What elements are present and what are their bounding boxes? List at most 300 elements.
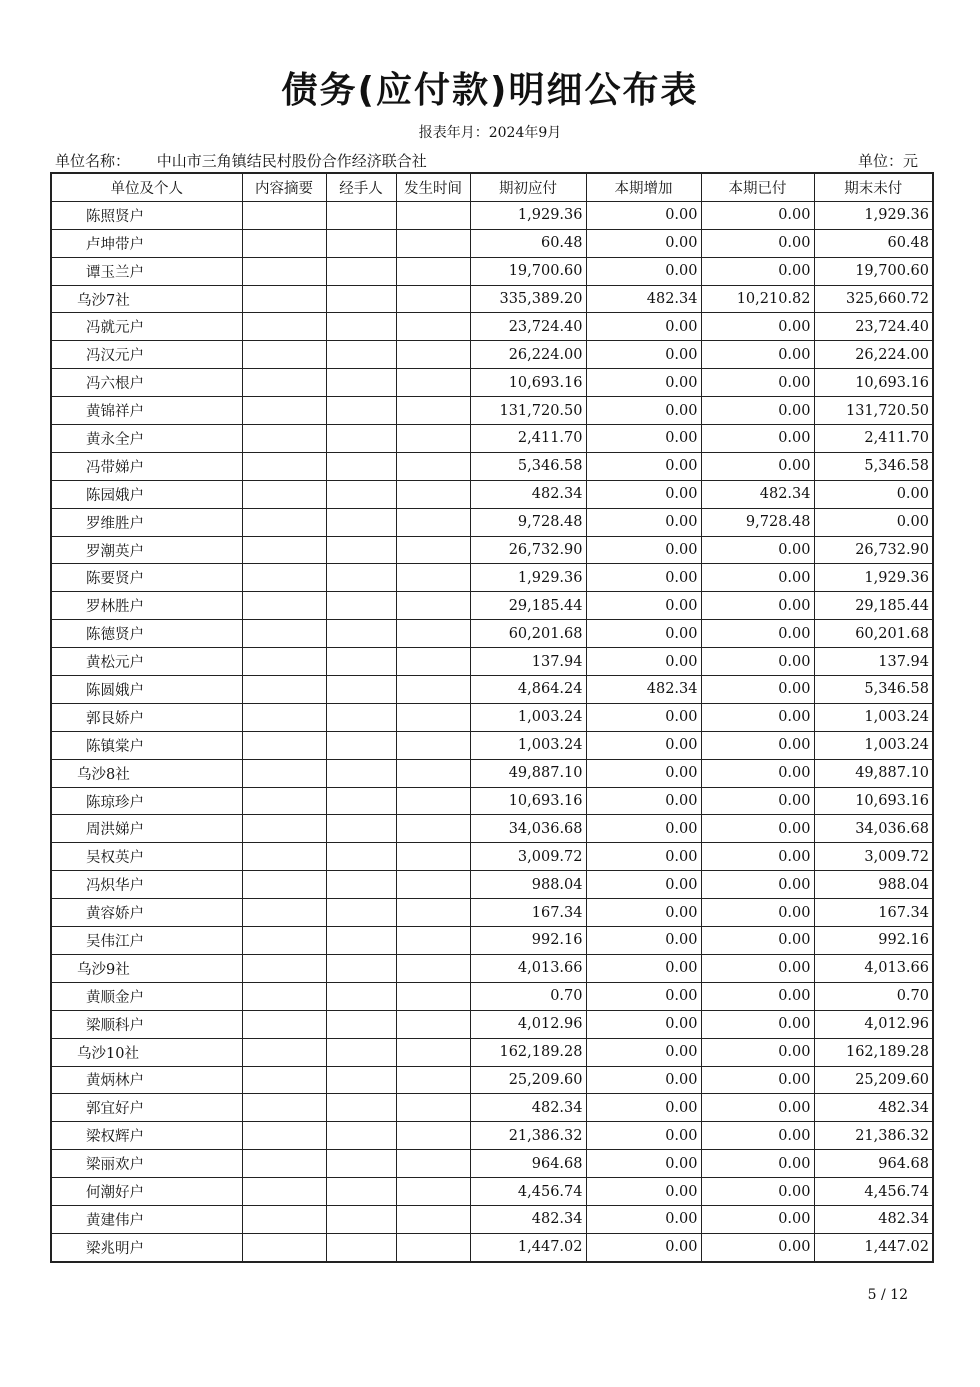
cell-opening: 992.16: [470, 927, 586, 955]
cell-summary: [242, 285, 326, 313]
cell-summary: [242, 1038, 326, 1066]
cell-handler: [326, 871, 396, 899]
cell-paid: 0.00: [701, 759, 814, 787]
cell-paid: 0.00: [701, 787, 814, 815]
cell-increase: 0.00: [586, 620, 701, 648]
cell-party: 谭玉兰户: [51, 257, 242, 285]
cell-summary: [242, 899, 326, 927]
cell-opening: 4,864.24: [470, 676, 586, 704]
cell-date: [396, 759, 470, 787]
cell-closing: 4,012.96: [814, 1010, 933, 1038]
cell-opening: 10,693.16: [470, 369, 586, 397]
cell-handler: [326, 480, 396, 508]
cell-date: [396, 536, 470, 564]
cell-date: [396, 425, 470, 453]
cell-date: [396, 676, 470, 704]
cell-paid: 0.00: [701, 871, 814, 899]
table-row: [51, 229, 933, 257]
cell-party: 冯六根户: [51, 369, 242, 397]
cell-opening: 167.34: [470, 899, 586, 927]
cell-party: 黄建伟户: [51, 1205, 242, 1233]
cell-increase: 0.00: [586, 313, 701, 341]
table-row: [51, 536, 933, 564]
cell-summary: [242, 397, 326, 425]
cell-party: 梁权辉户: [51, 1122, 242, 1150]
cell-summary: [242, 1178, 326, 1206]
cell-opening: 25,209.60: [470, 1066, 586, 1094]
cell-summary: [242, 843, 326, 871]
cell-party: 陈园娥户: [51, 480, 242, 508]
cell-paid: 0.00: [701, 1150, 814, 1178]
cell-handler: [326, 620, 396, 648]
cell-opening: 29,185.44: [470, 592, 586, 620]
cell-date: [396, 257, 470, 285]
cell-increase: 0.00: [586, 1010, 701, 1038]
cell-party: 乌沙7社: [51, 285, 242, 313]
cell-increase: 0.00: [586, 703, 701, 731]
cell-closing: 4,013.66: [814, 954, 933, 982]
cell-summary: [242, 564, 326, 592]
cell-party: 冯炽华户: [51, 871, 242, 899]
cell-date: [396, 1038, 470, 1066]
cell-increase: 0.00: [586, 927, 701, 955]
cell-summary: [242, 536, 326, 564]
cell-summary: [242, 787, 326, 815]
cell-date: [396, 731, 470, 759]
table-row: [51, 397, 933, 425]
cell-increase: 0.00: [586, 341, 701, 369]
col-header-date: 发生时间: [396, 173, 470, 201]
table-row: [51, 1010, 933, 1038]
cell-increase: 482.34: [586, 285, 701, 313]
cell-handler: [326, 1150, 396, 1178]
cell-opening: 988.04: [470, 871, 586, 899]
cell-summary: [242, 927, 326, 955]
cell-handler: [326, 425, 396, 453]
table-row: [51, 1205, 933, 1233]
currency-unit: 单位：元: [857, 152, 918, 170]
cell-party: 罗潮英户: [51, 536, 242, 564]
cell-handler: [326, 201, 396, 229]
cell-paid: 0.00: [701, 954, 814, 982]
cell-summary: [242, 731, 326, 759]
cell-opening: 4,012.96: [470, 1010, 586, 1038]
cell-handler: [326, 676, 396, 704]
cell-summary: [242, 1094, 326, 1122]
cell-paid: 0.00: [701, 899, 814, 927]
cell-summary: [242, 703, 326, 731]
table-row: [51, 257, 933, 285]
cell-increase: 0.00: [586, 508, 701, 536]
cell-summary: [242, 425, 326, 453]
cell-closing: 5,346.58: [814, 676, 933, 704]
cell-opening: 5,346.58: [470, 452, 586, 480]
cell-handler: [326, 313, 396, 341]
cell-handler: [326, 1010, 396, 1038]
cell-date: [396, 1010, 470, 1038]
cell-summary: [242, 676, 326, 704]
cell-paid: 0.00: [701, 1038, 814, 1066]
cell-paid: 0.00: [701, 369, 814, 397]
cell-opening: 0.70: [470, 982, 586, 1010]
cell-date: [396, 927, 470, 955]
cell-opening: 1,447.02: [470, 1233, 586, 1261]
table-body: [51, 201, 933, 1261]
cell-handler: [326, 341, 396, 369]
cell-paid: 0.00: [701, 452, 814, 480]
table-row: [51, 731, 933, 759]
cell-handler: [326, 648, 396, 676]
cell-party: 冯就元户: [51, 313, 242, 341]
cell-summary: [242, 257, 326, 285]
cell-closing: 325,660.72: [814, 285, 933, 313]
cell-handler: [326, 452, 396, 480]
cell-handler: [326, 369, 396, 397]
cell-summary: [242, 1010, 326, 1038]
cell-paid: 0.00: [701, 648, 814, 676]
cell-paid: 0.00: [701, 425, 814, 453]
cell-party: 乌沙10社: [51, 1038, 242, 1066]
cell-increase: 0.00: [586, 1150, 701, 1178]
cell-increase: 0.00: [586, 1038, 701, 1066]
cell-date: [396, 452, 470, 480]
cell-party: 梁丽欢户: [51, 1150, 242, 1178]
cell-party: 郭宜好户: [51, 1094, 242, 1122]
cell-date: [396, 285, 470, 313]
cell-party: 陈德贤户: [51, 620, 242, 648]
cell-paid: 0.00: [701, 536, 814, 564]
cell-party: 乌沙9社: [51, 954, 242, 982]
table-row: [51, 564, 933, 592]
unit-name-line: [55, 150, 427, 171]
cell-party: 陈琼珍户: [51, 787, 242, 815]
cell-closing: 1,003.24: [814, 703, 933, 731]
table-row: [51, 927, 933, 955]
cell-handler: [326, 927, 396, 955]
cell-date: [396, 954, 470, 982]
cell-handler: [326, 397, 396, 425]
cell-handler: [326, 843, 396, 871]
cell-paid: 0.00: [701, 703, 814, 731]
cell-closing: 29,185.44: [814, 592, 933, 620]
cell-increase: 0.00: [586, 1066, 701, 1094]
cell-increase: 0.00: [586, 1094, 701, 1122]
cell-increase: 0.00: [586, 731, 701, 759]
cell-summary: [242, 1233, 326, 1261]
cell-party: 陈圆娥户: [51, 676, 242, 704]
cell-summary: [242, 341, 326, 369]
cell-date: [396, 1066, 470, 1094]
cell-paid: 0.00: [701, 1122, 814, 1150]
cell-closing: 137.94: [814, 648, 933, 676]
cell-date: [396, 620, 470, 648]
cell-handler: [326, 1038, 396, 1066]
col-header-handler: 经手人: [326, 173, 396, 201]
cell-date: [396, 508, 470, 536]
cell-date: [396, 397, 470, 425]
cell-party: 罗林胜户: [51, 592, 242, 620]
table-header-row: [51, 173, 933, 201]
cell-date: [396, 1205, 470, 1233]
table-row: [51, 425, 933, 453]
table-row: [51, 285, 933, 313]
table-row: [51, 452, 933, 480]
cell-party: 黄松元户: [51, 648, 242, 676]
cell-date: [396, 899, 470, 927]
table-row: [51, 703, 933, 731]
cell-party: 梁兆明户: [51, 1233, 242, 1261]
table-row: [51, 341, 933, 369]
cell-closing: 34,036.68: [814, 815, 933, 843]
cell-closing: 131,720.50: [814, 397, 933, 425]
cell-paid: 0.00: [701, 843, 814, 871]
cell-opening: 335,389.20: [470, 285, 586, 313]
cell-summary: [242, 369, 326, 397]
cell-handler: [326, 592, 396, 620]
cell-closing: 60.48: [814, 229, 933, 257]
cell-increase: 0.00: [586, 759, 701, 787]
cell-date: [396, 1178, 470, 1206]
cell-summary: [242, 1066, 326, 1094]
cell-paid: 0.00: [701, 201, 814, 229]
cell-paid: 482.34: [701, 480, 814, 508]
cell-date: [396, 564, 470, 592]
cell-closing: 482.34: [814, 1205, 933, 1233]
cell-summary: [242, 815, 326, 843]
cell-opening: 9,728.48: [470, 508, 586, 536]
cell-increase: 0.00: [586, 843, 701, 871]
cell-opening: 1,003.24: [470, 731, 586, 759]
cell-closing: 167.34: [814, 899, 933, 927]
cell-closing: 26,732.90: [814, 536, 933, 564]
cell-closing: 60,201.68: [814, 620, 933, 648]
table-row: [51, 592, 933, 620]
cell-closing: 1,447.02: [814, 1233, 933, 1261]
cell-opening: 19,700.60: [470, 257, 586, 285]
cell-opening: 137.94: [470, 648, 586, 676]
cell-handler: [326, 257, 396, 285]
cell-increase: 0.00: [586, 871, 701, 899]
cell-opening: 482.34: [470, 1094, 586, 1122]
cell-increase: 482.34: [586, 676, 701, 704]
col-header-closing: 期末未付: [814, 173, 933, 201]
cell-closing: 1,003.24: [814, 731, 933, 759]
table-row: [51, 1150, 933, 1178]
cell-closing: 964.68: [814, 1150, 933, 1178]
cell-handler: [326, 1066, 396, 1094]
cell-closing: 162,189.28: [814, 1038, 933, 1066]
cell-date: [396, 982, 470, 1010]
cell-opening: 482.34: [470, 1205, 586, 1233]
cell-closing: 10,693.16: [814, 369, 933, 397]
table-row: [51, 201, 933, 229]
table-row: [51, 620, 933, 648]
cell-paid: 0.00: [701, 1205, 814, 1233]
cell-paid: 0.00: [701, 1178, 814, 1206]
cell-party: 黄顺金户: [51, 982, 242, 1010]
cell-paid: 0.00: [701, 927, 814, 955]
payables-table: [50, 172, 934, 1263]
cell-handler: [326, 1233, 396, 1261]
cell-closing: 10,693.16: [814, 787, 933, 815]
table-row: [51, 982, 933, 1010]
table-row: [51, 676, 933, 704]
cell-closing: 2,411.70: [814, 425, 933, 453]
cell-closing: 26,224.00: [814, 341, 933, 369]
cell-summary: [242, 871, 326, 899]
cell-date: [396, 369, 470, 397]
cell-paid: 0.00: [701, 397, 814, 425]
table-row: [51, 313, 933, 341]
cell-paid: 0.00: [701, 564, 814, 592]
table-row: [51, 759, 933, 787]
cell-date: [396, 871, 470, 899]
cell-opening: 964.68: [470, 1150, 586, 1178]
cell-handler: [326, 731, 396, 759]
table-row: [51, 648, 933, 676]
unit-name: 中山市三角镇结民村股份合作经济联合社: [156, 152, 427, 170]
table-row: [51, 787, 933, 815]
cell-paid: 0.00: [701, 1094, 814, 1122]
table-row: [51, 1122, 933, 1150]
cell-increase: 0.00: [586, 257, 701, 285]
cell-date: [396, 1094, 470, 1122]
cell-party: 陈镇棠户: [51, 731, 242, 759]
cell-date: [396, 1122, 470, 1150]
cell-opening: 4,456.74: [470, 1178, 586, 1206]
cell-party: 黄炳林户: [51, 1066, 242, 1094]
cell-handler: [326, 1122, 396, 1150]
table-row: [51, 1066, 933, 1094]
cell-increase: 0.00: [586, 1178, 701, 1206]
cell-summary: [242, 313, 326, 341]
cell-opening: 2,411.70: [470, 425, 586, 453]
cell-paid: 0.00: [701, 592, 814, 620]
cell-summary: [242, 480, 326, 508]
cell-increase: 0.00: [586, 425, 701, 453]
cell-date: [396, 592, 470, 620]
cell-handler: [326, 759, 396, 787]
cell-closing: 5,346.58: [814, 452, 933, 480]
cell-opening: 10,693.16: [470, 787, 586, 815]
cell-summary: [242, 1205, 326, 1233]
page-title: 债务(应付款)明细公布表: [281, 70, 699, 111]
cell-paid: 0.00: [701, 676, 814, 704]
cell-party: 乌沙8社: [51, 759, 242, 787]
cell-increase: 0.00: [586, 369, 701, 397]
col-header-opening: 期初应付: [470, 173, 586, 201]
cell-handler: [326, 815, 396, 843]
cell-party: 吴权英户: [51, 843, 242, 871]
cell-opening: 60.48: [470, 229, 586, 257]
cell-opening: 1,929.36: [470, 564, 586, 592]
cell-increase: 0.00: [586, 452, 701, 480]
cell-handler: [326, 954, 396, 982]
table-row: [51, 954, 933, 982]
cell-increase: 0.00: [586, 397, 701, 425]
cell-paid: 0.00: [701, 1233, 814, 1261]
cell-party: 冯带娣户: [51, 452, 242, 480]
col-header-paid: 本期已付: [701, 173, 814, 201]
cell-summary: [242, 1150, 326, 1178]
cell-date: [396, 229, 470, 257]
cell-paid: 0.00: [701, 341, 814, 369]
cell-party: 何潮好户: [51, 1178, 242, 1206]
cell-party: 冯汉元户: [51, 341, 242, 369]
cell-party: 陈照贤户: [51, 201, 242, 229]
cell-increase: 0.00: [586, 648, 701, 676]
cell-date: [396, 787, 470, 815]
cell-party: 周洪娣户: [51, 815, 242, 843]
table-row: [51, 369, 933, 397]
cell-date: [396, 1150, 470, 1178]
cell-closing: 1,929.36: [814, 201, 933, 229]
cell-closing: 19,700.60: [814, 257, 933, 285]
cell-closing: 21,386.32: [814, 1122, 933, 1150]
cell-closing: 0.70: [814, 982, 933, 1010]
cell-increase: 0.00: [586, 592, 701, 620]
cell-handler: [326, 229, 396, 257]
col-header-party: 单位及个人: [51, 173, 242, 201]
cell-date: [396, 341, 470, 369]
cell-handler: [326, 536, 396, 564]
cell-paid: 0.00: [701, 229, 814, 257]
table-row: [51, 871, 933, 899]
cell-closing: 988.04: [814, 871, 933, 899]
cell-paid: 0.00: [701, 815, 814, 843]
cell-party: 黄容娇户: [51, 899, 242, 927]
unit-name-label: 单位名称：: [55, 152, 131, 170]
cell-summary: [242, 954, 326, 982]
table-row: [51, 899, 933, 927]
cell-increase: 0.00: [586, 201, 701, 229]
cell-paid: 9,728.48: [701, 508, 814, 536]
cell-party: 罗维胜户: [51, 508, 242, 536]
col-header-summary: 内容摘要: [242, 173, 326, 201]
cell-increase: 0.00: [586, 1233, 701, 1261]
cell-increase: 0.00: [586, 536, 701, 564]
table-row: [51, 1038, 933, 1066]
table-row: [51, 1178, 933, 1206]
cell-summary: [242, 759, 326, 787]
cell-paid: 0.00: [701, 313, 814, 341]
cell-paid: 0.00: [701, 731, 814, 759]
cell-date: [396, 843, 470, 871]
page-number: 5 / 12: [867, 1287, 908, 1303]
cell-increase: 0.00: [586, 787, 701, 815]
cell-summary: [242, 508, 326, 536]
report-period: 报表年月：2024年9月: [418, 125, 562, 141]
cell-date: [396, 1233, 470, 1261]
cell-opening: 26,732.90: [470, 536, 586, 564]
cell-paid: 0.00: [701, 620, 814, 648]
cell-increase: 0.00: [586, 982, 701, 1010]
cell-party: 梁顺科户: [51, 1010, 242, 1038]
table-row: [51, 1094, 933, 1122]
cell-increase: 0.00: [586, 1122, 701, 1150]
cell-closing: 25,209.60: [814, 1066, 933, 1094]
cell-summary: [242, 229, 326, 257]
cell-date: [396, 703, 470, 731]
cell-closing: 482.34: [814, 1094, 933, 1122]
cell-summary: [242, 592, 326, 620]
cell-closing: 1,929.36: [814, 564, 933, 592]
cell-date: [396, 480, 470, 508]
cell-opening: 1,003.24: [470, 703, 586, 731]
cell-opening: 3,009.72: [470, 843, 586, 871]
cell-handler: [326, 982, 396, 1010]
cell-paid: 0.00: [701, 1066, 814, 1094]
